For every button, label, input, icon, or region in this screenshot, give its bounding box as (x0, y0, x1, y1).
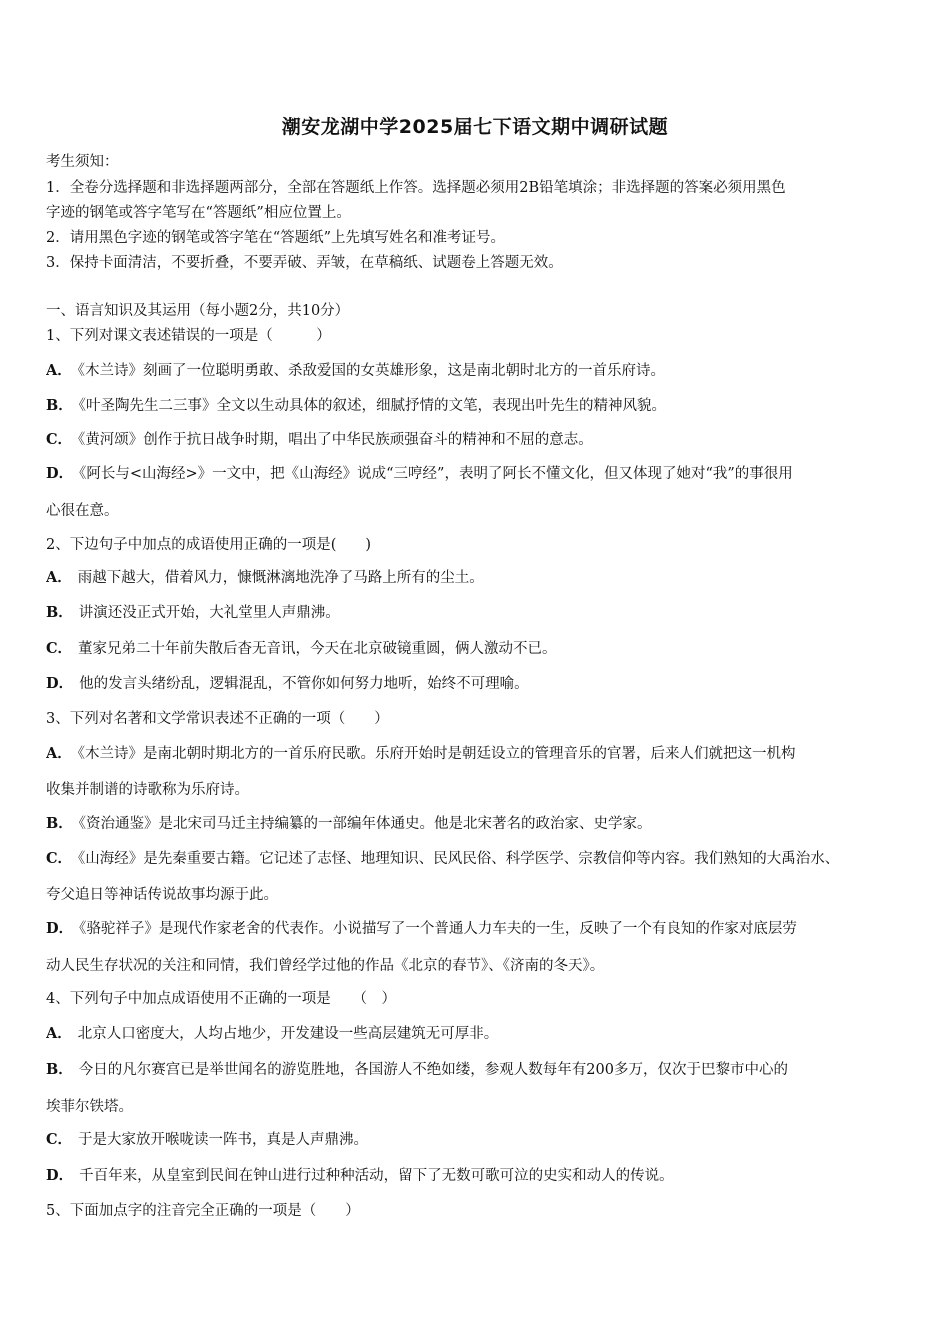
option-text: 《山海经》是先秦重要古籍。它记述了志怪、地理知识、民风民俗、科学医学、宗教信仰等内容。我们熟知的大禹治水、 (78, 851, 840, 867)
option-text: 北京人口密度大，人均占地少，开发建设一些高层建筑无可厚非。 (77, 1026, 499, 1042)
option-line (46, 639, 908, 659)
option-label: C． (46, 431, 73, 448)
option-label: D． (46, 675, 74, 692)
page-title: 潮安龙湖中学2025届七下语文期中调研试题 (281, 116, 669, 138)
option-label: D． (46, 465, 74, 482)
option-label: D． (46, 920, 74, 937)
notice-heading: 考生须知： (46, 154, 119, 170)
notice-item: 2．请用黑色字迹的钢笔或答字笔在“答题纸”上先填写姓名和准考证号。 (46, 230, 506, 246)
notice-item: 字迹的钢笔或答字笔写在“答题纸”相应位置上。 (46, 205, 351, 221)
option-label: C． (46, 1131, 73, 1148)
option-label: B． (46, 604, 73, 621)
option-label: A． (46, 1025, 72, 1042)
option-text: 《阿长与<山海经>》一文中，把《山海经》说成“三哼经”，表明了阿长不懂文化，但又体现了她对“我”的事很用 (79, 466, 793, 482)
option-text: 《木兰诗》是南北朝时期北方的一首乐府民歌。乐府开始时是朝廷设立的管理音乐的官署，后来人们就把这一机构 (77, 746, 796, 762)
option-label: A． (46, 362, 72, 379)
option-label: C． (46, 850, 73, 867)
option-line (46, 1166, 908, 1186)
option-label: B． (46, 815, 73, 832)
option-text: 千百年来，从皇室到民间在钟山进行过种种活动，留下了无数可歌可泣的史实和动人的传说。 (79, 1168, 674, 1184)
option-line (46, 396, 908, 416)
option-line (46, 430, 908, 450)
option-line (46, 674, 908, 694)
question-stem: 3、下列对名著和文学常识表述不正确的一项（ ） (46, 711, 389, 727)
option-text: 于是大家放开喉咙读一阵书，真是人声鼎沸。 (78, 1132, 369, 1148)
option-line (46, 568, 908, 588)
option-continuation: 埃菲尔铁塔。 (46, 1099, 133, 1115)
question-stem: 4、下列句子中加点成语使用不正确的一项是 （ ） (46, 991, 396, 1007)
option-line (46, 919, 908, 939)
option-text: 《资治通鉴》是北宋司马迁主持编纂的一部编年体通史。他是北宋著名的政治家、史学家。 (78, 816, 652, 832)
option-line (46, 814, 908, 834)
option-label: B． (46, 1061, 73, 1078)
option-text: 雨越下越大，借着风力，慷慨淋漓地洗净了马路上所有的尘土。 (77, 570, 484, 586)
option-line (46, 1024, 908, 1044)
option-text: 讲演还没正式开始，大礼堂里人声鼎沸。 (78, 605, 340, 621)
option-continuation: 心很在意。 (46, 503, 119, 519)
option-line (46, 849, 908, 869)
option-text: 《木兰诗》刻画了一位聪明勇敢、杀敌爱国的女英雄形象，这是南北朝时北方的一首乐府诗。 (77, 363, 666, 379)
option-line (46, 361, 908, 381)
question-stem: 5、下面加点字的注音完全正确的一项是（ ） (46, 1203, 360, 1219)
option-continuation: 收集并制谱的诗歌称为乐府诗。 (46, 782, 249, 798)
option-label: A． (46, 569, 72, 586)
option-text: 《叶圣陶先生二三事》全文以生动具体的叙述，细腻抒情的文笔，表现出叶先生的精神风貌。 (78, 398, 667, 414)
option-line (46, 744, 908, 764)
option-line (46, 603, 908, 623)
option-text: 《黄河颂》创作于抗日战争时期，唱出了中华民族顽强奋斗的精神和不屈的意志。 (78, 432, 593, 448)
notice-item: 1．全卷分选择题和非选择题两部分，全部在答题纸上作答。选择题必须用2B铅笔填涂；非选择题的答案必须用黑色 (46, 180, 786, 196)
option-text: 他的发言头绪纷乱，逻辑混乱，不管你如何努力地听，始终不可理喻。 (79, 676, 529, 692)
question-stem: 1、下列对课文表述错误的一项是（ ） (46, 328, 331, 344)
option-continuation: 动人民生存状况的关注和同情，我们曾经学过他的作品《北京的春节》、《济南的冬天》。 (46, 958, 605, 974)
question-stem: 2、下边句子中加点的成语使用正确的一项是( ) (46, 537, 372, 553)
option-label: C． (46, 640, 73, 657)
option-continuation: 夸父追日等神话传说故事均源于此。 (46, 887, 278, 903)
option-line (46, 1130, 908, 1150)
option-line (46, 1060, 908, 1080)
option-label: D． (46, 1167, 74, 1184)
section-heading: 一、语言知识及其运用（每小题2分，共10分） (46, 303, 350, 319)
option-label: B． (46, 397, 73, 414)
option-text: 《骆驼祥子》是现代作家老舍的代表作。小说描写了一个普通人力车夫的一生，反映了一个有良知的作家对底层劳 (79, 921, 797, 937)
option-label: A． (46, 745, 72, 762)
option-text: 今日的凡尔赛宫已是举世闻名的游览胜地，各国游人不绝如缕，参观人数每年有200多万，仅次于巴黎市中心的 (78, 1062, 788, 1078)
option-line (46, 464, 908, 484)
option-text: 董家兄弟二十年前失散后杳无音讯，今天在北京破镜重圆，俩人激动不已。 (78, 641, 557, 657)
notice-item: 3．保持卡面清洁，不要折叠，不要弄破、弄皱，在草稿纸、试题卷上答题无效。 (46, 255, 563, 271)
